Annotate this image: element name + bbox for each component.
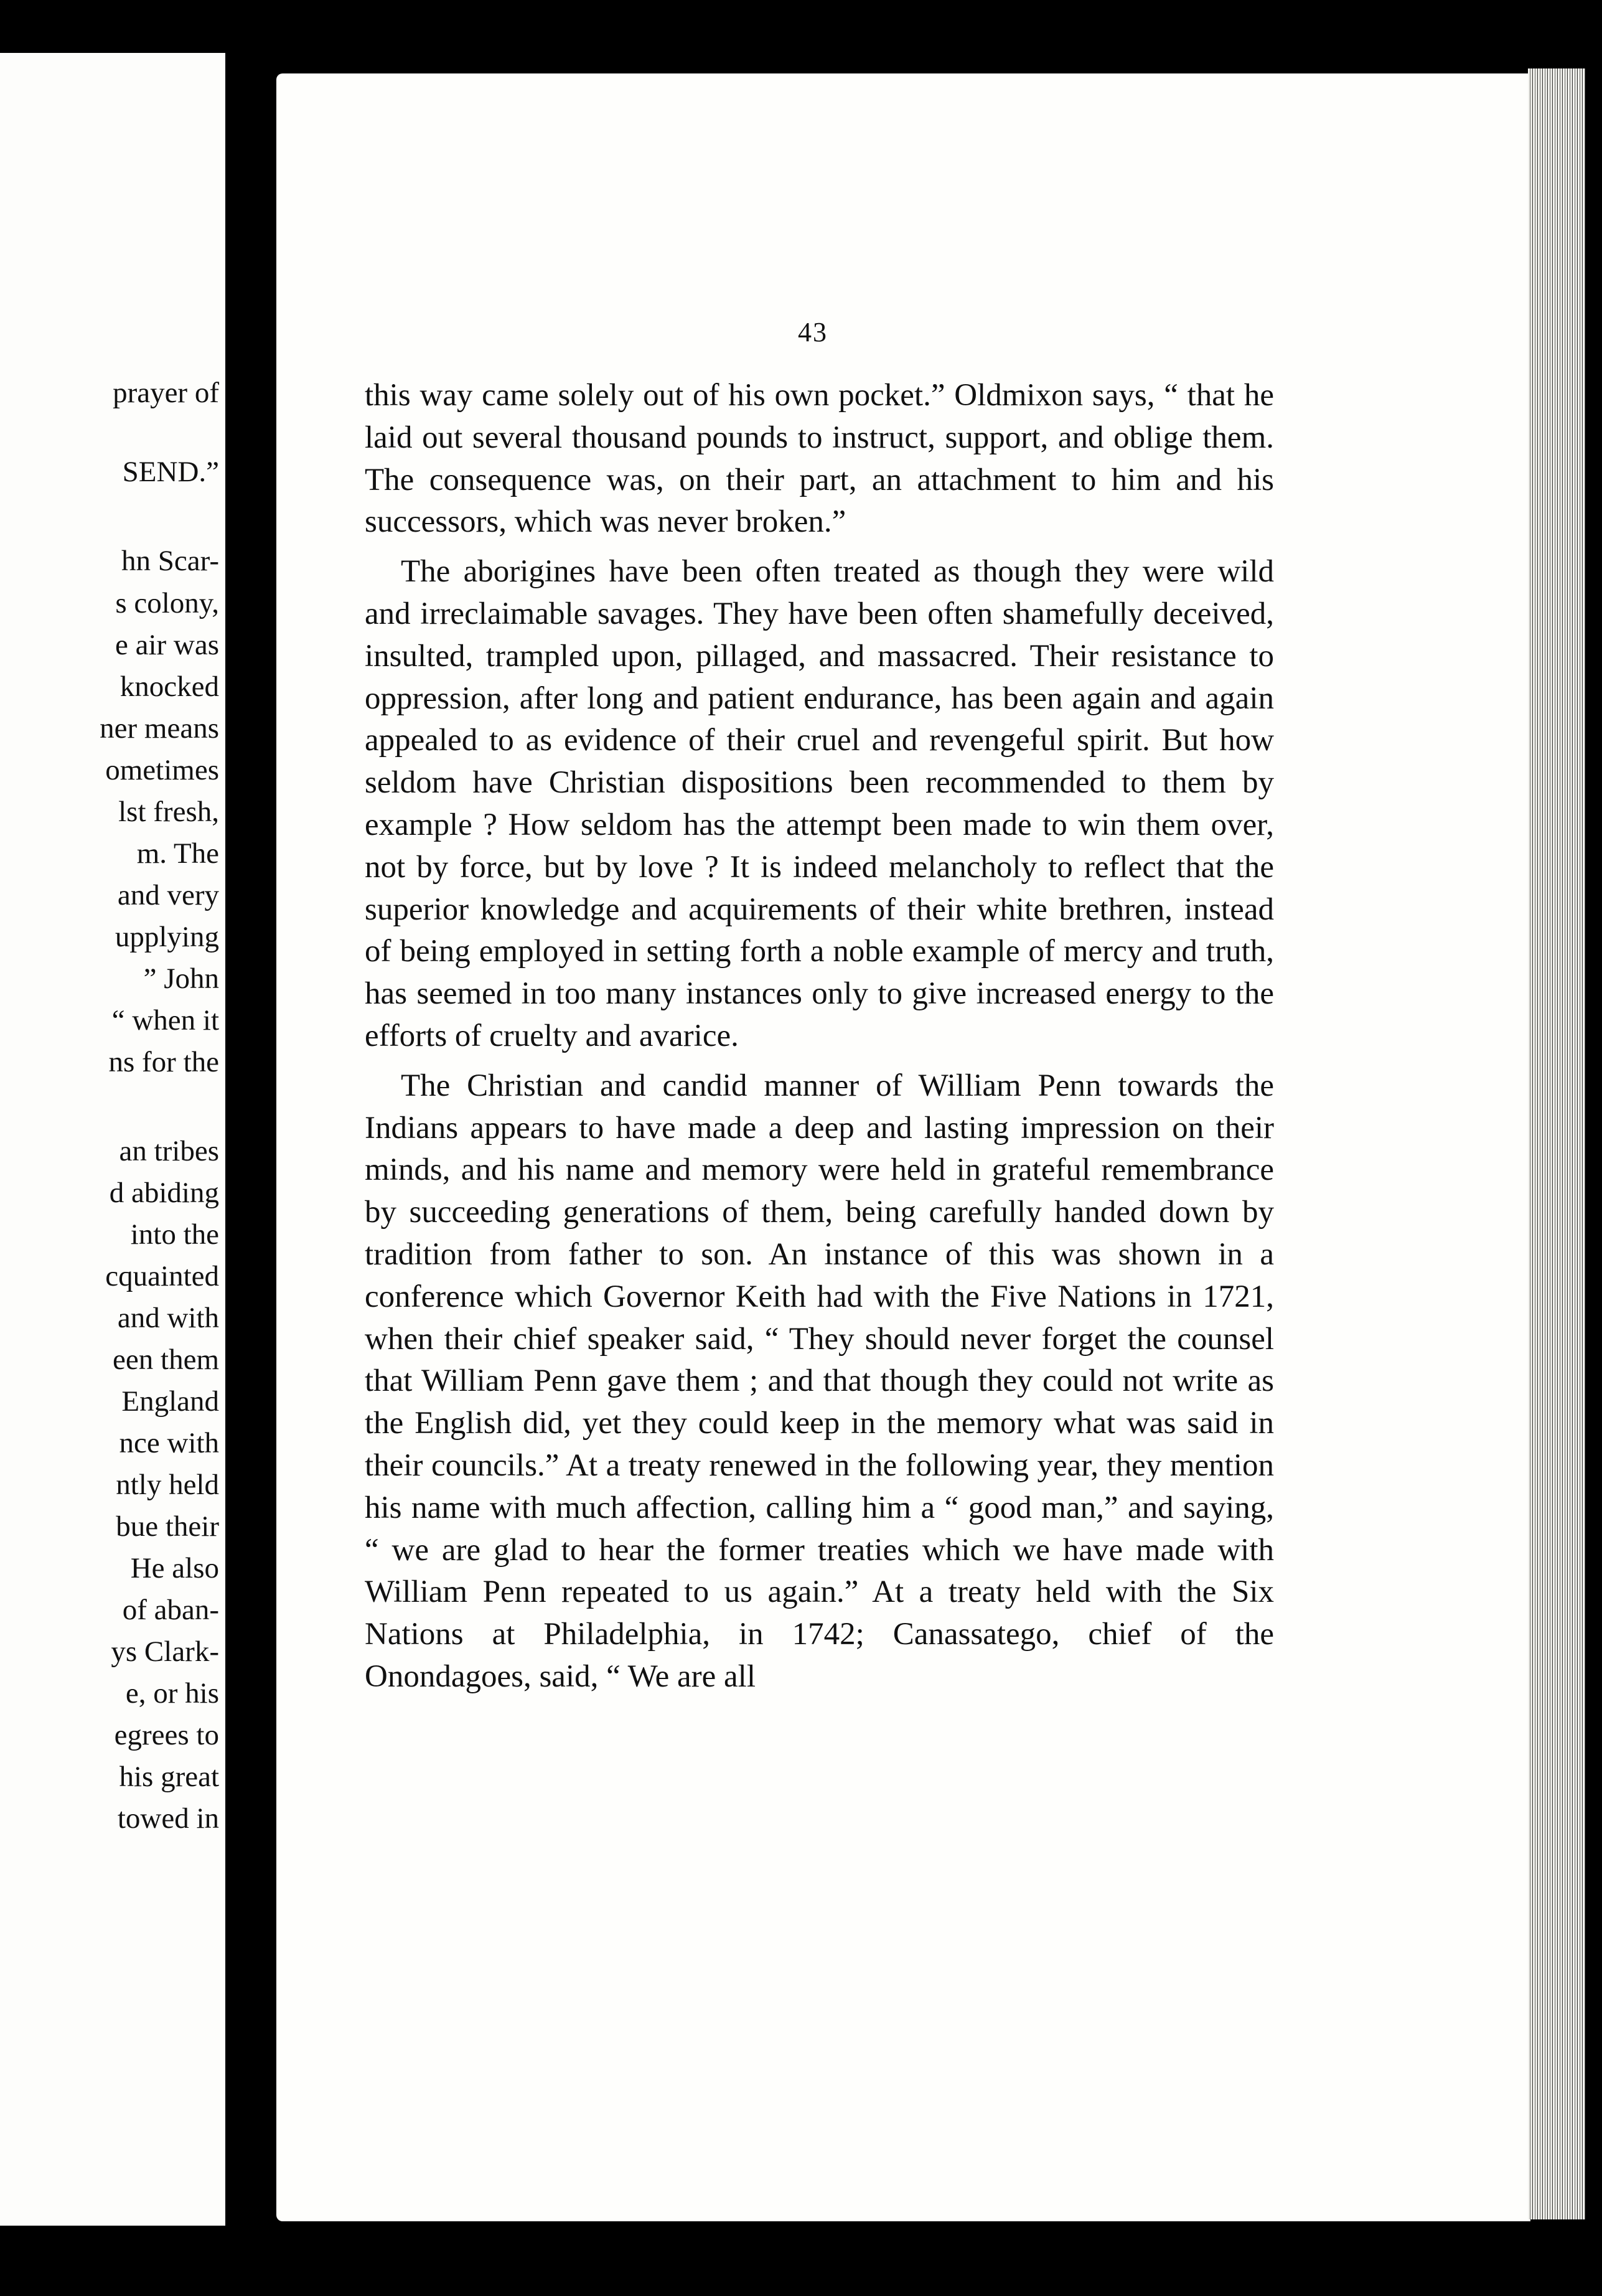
page-number: 43 xyxy=(798,317,828,347)
left-page-line: upplying xyxy=(115,921,219,953)
book-gutter xyxy=(225,37,276,2254)
body-text xyxy=(365,375,1274,1698)
paragraph-william-penn: The Christian and candid manner of William Penn towards the Indians appears to have made a deep and lasting impression on their minds, and his name and memory were held in grateful remembrance by succeeding generations of them, being carefully handed down by tradition from father to son. An instance of this was shown in a conference which Governor Keith had with the Five Nations in 1721, when their chief speaker said, “ They should never forget the counsel that William Penn gave them ; and that though they could not write as the English did, yet they could keep in the memory what was said in their councils.” At a treaty renewed in the following year, they mention his name with much affection, calling him a “ good man,” and saying, “ we are glad to hear the former treaties which we have made with William Penn repeated to us again.” At a treaty held with the Six Nations at Philadelphia, in 1742; Canassatego, chief of the Onondagoes, said, “ We are all xyxy=(365,1068,1274,1694)
left-page-line: towed in xyxy=(117,1802,219,1835)
left-page-line: ns for the xyxy=(108,1046,219,1078)
left-page-line: e, or his xyxy=(125,1677,219,1710)
left-page-line: England xyxy=(121,1385,219,1418)
left-page-line: “ when it xyxy=(111,1004,219,1037)
left-page-line: and with xyxy=(117,1302,219,1334)
left-page-line: knocked xyxy=(119,670,219,703)
paragraph-aborigines: The aborigines have been often treated as though they were wild and irreclaimable savages. They have been often shamefully deceived, insulted, trampled upon, pillaged, and massacred. Their resistance to oppression, after long and patient endurance, has been again and again appealed to as evidence of their cruel and revengeful spirit. But how seldom have Christian dispositions been recommended to them by example ? How seldom has the attempt been made to win them over, not by force, but by love ? It is indeed melancholy to reflect that the superior knowledge and acquirements of their white brethren, instead of being employed in setting forth a noble example of mercy and truth, has seemed in too many instances only to give increased energy to the efforts of cruelty and avarice. xyxy=(365,554,1274,1053)
left-page-line: ner means xyxy=(100,712,219,745)
left-page-line: into the xyxy=(130,1218,219,1251)
left-page-line: bue their xyxy=(116,1510,219,1543)
left-page-line: ntly held xyxy=(116,1469,219,1501)
left-page-line: e air was xyxy=(115,629,219,661)
left-page-line: an tribes xyxy=(119,1135,219,1167)
left-page-line: ” John xyxy=(143,962,219,995)
left-page-line: hn Scar- xyxy=(121,545,219,577)
left-page-line: cquainted xyxy=(105,1260,219,1292)
left-page-line: He also xyxy=(130,1552,219,1584)
left-page-line: s colony, xyxy=(115,587,219,619)
left-page-line: nce with xyxy=(119,1427,219,1459)
page-edges xyxy=(1528,68,1585,2219)
left-page-line: and very xyxy=(117,879,219,911)
left-page-line: d abiding xyxy=(109,1177,219,1209)
left-page-line: m. The xyxy=(136,837,219,870)
left-page-line: ometimes xyxy=(105,754,219,786)
left-page-line: prayer of xyxy=(113,377,219,409)
left-page-line: een them xyxy=(113,1343,219,1376)
paragraph-continued: this way came solely out of his own pocket.” Oldmixon says, “ that he laid out several thousand pounds to instruct, support, and oblige them. The consequence was, on their part, an attachment to him and his successors, which was never broken.” xyxy=(365,378,1274,540)
left-page-line: his great xyxy=(119,1761,219,1793)
left-page-line: ys Clark- xyxy=(111,1635,219,1668)
left-page-line: lst fresh, xyxy=(118,796,219,828)
left-page-line: SEND.” xyxy=(122,456,219,488)
left-page-line: of aban- xyxy=(122,1594,219,1626)
left-facing-page xyxy=(0,53,225,2226)
left-page-line: egrees to xyxy=(114,1719,219,1751)
